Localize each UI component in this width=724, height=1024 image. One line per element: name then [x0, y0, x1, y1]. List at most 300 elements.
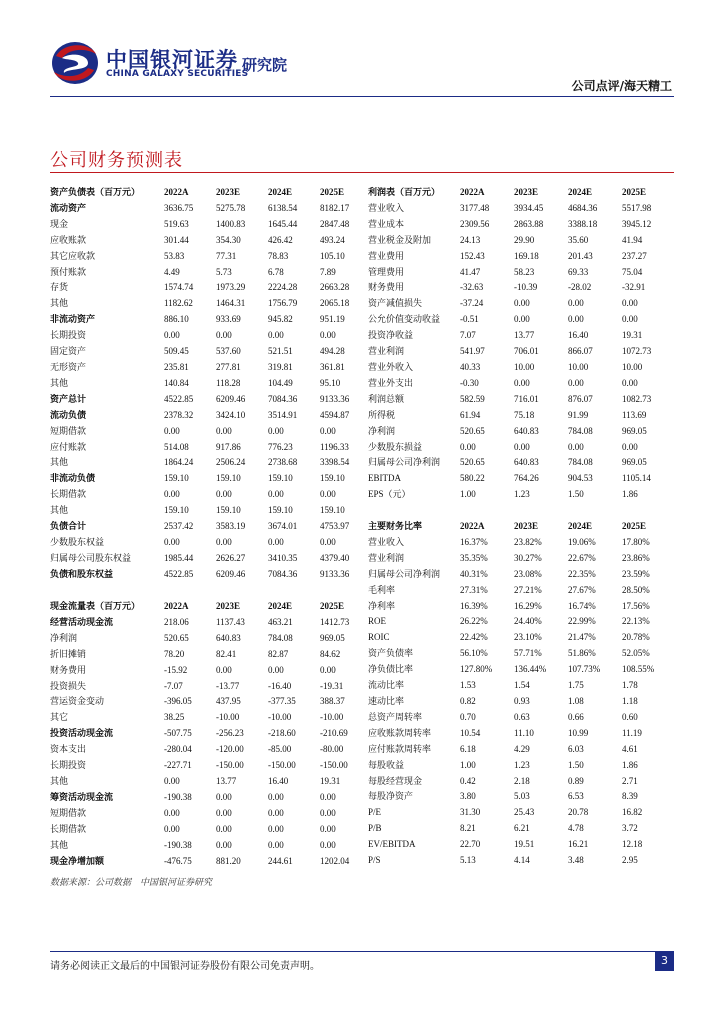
row-label: 投资活动现金流	[50, 728, 114, 739]
year-header-cell: 2024E	[568, 521, 593, 531]
value-cell: 1.86	[622, 759, 638, 770]
table-row	[50, 265, 366, 281]
value-cell: -13.77	[216, 680, 240, 691]
value-cell: 437.95	[216, 696, 241, 707]
value-cell: 2663.28	[320, 282, 350, 293]
row-label: 无形资产	[50, 361, 87, 372]
table-row	[50, 249, 366, 265]
value-cell: 1.18	[622, 695, 638, 706]
value-cell: 1985.44	[164, 552, 194, 563]
value-cell: 6.78	[268, 266, 284, 277]
value-cell: 2537.42	[164, 521, 194, 532]
value-cell: 7084.36	[268, 393, 298, 404]
row-label: ROIC	[368, 632, 390, 643]
value-cell: 75.18	[514, 409, 535, 420]
value-cell: 0.00	[320, 425, 336, 436]
table-row	[50, 440, 366, 456]
value-cell: 77.31	[216, 250, 237, 261]
value-cell: 354.30	[216, 234, 241, 245]
value-cell: 2847.48	[320, 218, 350, 229]
table-row	[50, 838, 366, 854]
value-cell: 17.80%	[622, 536, 650, 547]
value-cell: 0.00	[268, 536, 284, 547]
value-cell: 23.08%	[514, 568, 542, 579]
value-cell: 19.31	[320, 775, 341, 786]
value-cell: 8.21	[460, 823, 476, 834]
row-label: 应付账款	[50, 441, 87, 452]
value-cell: 519.63	[164, 218, 189, 229]
value-cell: 0.00	[164, 807, 180, 818]
value-cell: 0.00	[216, 330, 232, 341]
row-label: 其他	[50, 457, 69, 468]
row-label: 营运资金变动	[50, 696, 105, 707]
value-cell: 22.13%	[622, 616, 650, 627]
table-row	[368, 837, 674, 853]
brand-name-cn: 中国银河证券	[106, 48, 238, 72]
value-cell: 22.70	[460, 839, 481, 850]
value-cell: 1.00	[460, 489, 476, 500]
table-row	[50, 774, 366, 790]
value-cell: 1082.73	[622, 393, 652, 404]
value-cell: 0.00	[320, 664, 336, 675]
value-cell: -507.75	[164, 728, 192, 739]
value-cell: 218.06	[164, 616, 189, 627]
value-cell: 4522.85	[164, 393, 194, 404]
value-cell: 22.35%	[568, 568, 596, 579]
table-row	[50, 217, 366, 233]
year-header-cell: 2025E	[622, 521, 647, 531]
value-cell: 1.50	[568, 759, 584, 770]
value-cell: 159.10	[268, 473, 293, 484]
row-label: 非流动负债	[50, 473, 96, 484]
table-header-row	[50, 599, 366, 615]
value-cell: 12.18	[622, 839, 643, 850]
value-cell: 0.00	[320, 330, 336, 341]
value-cell: 57.71%	[514, 648, 542, 659]
disclaimer-text: 请务必阅读正文最后的中国银河证券股份有限公司免责声明。	[50, 961, 320, 972]
value-cell: 51.86%	[568, 648, 596, 659]
year-header-cell: 2025E	[320, 187, 345, 197]
value-cell: 11.10	[514, 727, 534, 738]
table-row	[368, 567, 674, 583]
value-cell: 0.00	[622, 441, 638, 452]
value-cell: 1.50	[568, 489, 584, 500]
row-label: 资本支出	[50, 744, 87, 755]
value-cell: 31.30	[460, 807, 481, 818]
value-cell: 0.00	[268, 823, 284, 834]
value-cell: 82.41	[216, 648, 237, 659]
row-label: 负债合计	[50, 521, 87, 532]
value-cell: 716.01	[514, 393, 539, 404]
year-header-cell: 2022A	[460, 187, 485, 197]
table-row	[50, 408, 366, 424]
value-cell: 23.86%	[622, 552, 650, 563]
value-cell: 41.47	[460, 266, 481, 277]
value-cell: 26.22%	[460, 616, 488, 627]
value-cell: 3514.91	[268, 409, 298, 420]
value-cell: 56.10%	[460, 648, 488, 659]
page-header	[0, 0, 724, 100]
row-label: 资产总计	[50, 393, 87, 404]
value-cell: 3398.54	[320, 457, 350, 468]
value-cell: 0.00	[216, 489, 232, 500]
value-cell: 6.53	[568, 791, 584, 802]
value-cell: 784.08	[568, 457, 593, 468]
row-label: 归属母公司净利润	[368, 457, 441, 468]
row-label: EV/EBITDA	[368, 839, 416, 850]
row-label: 所得税	[368, 409, 396, 420]
value-cell: 277.81	[216, 361, 241, 372]
table-header-row	[50, 185, 366, 201]
value-cell: 640.83	[514, 425, 539, 436]
value-cell: 105.10	[320, 250, 345, 261]
table-row	[368, 662, 674, 678]
year-header-cell: 2023E	[514, 187, 539, 197]
row-label: 每股净资产	[368, 791, 414, 802]
value-cell: -32.63	[460, 282, 484, 293]
row-label: 营业费用	[368, 250, 405, 261]
value-cell: 10.99	[568, 727, 589, 738]
row-label: 营业利润	[368, 346, 405, 357]
value-cell: -10.00	[268, 712, 292, 723]
table-row	[50, 233, 366, 249]
table-row	[50, 663, 366, 679]
table-row	[368, 265, 674, 281]
row-label: 其他	[50, 377, 69, 388]
value-cell: 82.87	[268, 648, 289, 659]
value-cell: 2738.68	[268, 457, 298, 468]
value-cell: 13.77	[216, 775, 237, 786]
table-header-row	[368, 185, 674, 201]
value-cell: 22.67%	[568, 552, 596, 563]
value-cell: 159.10	[216, 505, 241, 516]
value-cell: 541.97	[460, 346, 485, 357]
year-header-cell: 2022A	[164, 601, 189, 611]
year-header-cell: 2024E	[268, 601, 293, 611]
table-row	[368, 296, 674, 312]
value-cell: 1072.73	[622, 346, 652, 357]
value-cell: 152.43	[460, 250, 485, 261]
table-row	[368, 233, 674, 249]
value-cell: 4.14	[514, 855, 530, 866]
value-cell: 136.44%	[514, 664, 547, 675]
row-label: 财务费用	[368, 282, 405, 293]
value-cell: 159.10	[216, 473, 241, 484]
value-cell: 0.60	[622, 711, 638, 722]
row-label: 归属母公司股东权益	[50, 552, 132, 563]
value-cell: -7.07	[164, 680, 183, 691]
row-label: 固定资产	[50, 346, 87, 357]
value-cell: 0.00	[568, 441, 584, 452]
value-cell: 95.10	[320, 377, 341, 388]
value-cell: 22.42%	[460, 632, 488, 643]
row-label: ROE	[368, 616, 386, 627]
value-cell: 9133.36	[320, 568, 350, 579]
value-cell: 582.59	[460, 393, 485, 404]
value-cell: 520.65	[460, 457, 485, 468]
value-cell: 951.19	[320, 314, 345, 325]
value-cell: 1864.24	[164, 457, 194, 468]
table-row	[50, 296, 366, 312]
value-cell: 19.31	[622, 330, 643, 341]
value-cell: 237.27	[622, 250, 647, 261]
value-cell: 35.35%	[460, 552, 488, 563]
value-cell: -120.00	[216, 744, 244, 755]
value-cell: 29.90	[514, 234, 535, 245]
table-row	[50, 280, 366, 296]
row-label: 营业税金及附加	[368, 234, 432, 245]
value-cell: -28.02	[568, 282, 592, 293]
value-cell: 159.10	[164, 473, 189, 484]
value-cell: 866.07	[568, 346, 593, 357]
table-row	[50, 535, 366, 551]
value-cell: 25.43	[514, 807, 535, 818]
value-cell: 640.83	[514, 457, 539, 468]
table-row	[368, 646, 674, 662]
value-cell: 21.47%	[568, 632, 596, 643]
table-row	[368, 344, 674, 360]
table-row	[50, 710, 366, 726]
table-row	[368, 201, 674, 217]
value-cell: 876.07	[568, 393, 593, 404]
value-cell: -476.75	[164, 855, 192, 866]
value-cell: 1756.79	[268, 298, 298, 309]
value-cell: 388.37	[320, 696, 345, 707]
row-label: 应收账款	[50, 234, 87, 245]
row-label: 营业外收入	[368, 361, 414, 372]
row-label: 少数股东损益	[368, 441, 423, 452]
value-cell: 1.08	[568, 695, 584, 706]
table-row	[368, 455, 674, 471]
row-label: 流动比率	[368, 680, 405, 691]
header-divider	[50, 96, 674, 97]
value-cell: 28.50%	[622, 584, 650, 595]
row-label: 速动比率	[368, 695, 405, 706]
value-cell: 0.63	[514, 711, 530, 722]
value-cell: 0.00	[164, 823, 180, 834]
value-cell: -218.60	[268, 728, 296, 739]
value-cell: 7.89	[320, 266, 336, 277]
cash-flow-table	[50, 599, 366, 869]
table-row	[368, 805, 674, 821]
table-row	[50, 376, 366, 392]
value-cell: 0.00	[164, 330, 180, 341]
value-cell: 0.00	[268, 839, 284, 850]
value-cell: 0.93	[514, 695, 530, 706]
row-label: 短期借款	[50, 425, 87, 436]
value-cell: 16.37%	[460, 536, 488, 547]
row-label: 投资损失	[50, 680, 87, 691]
row-label: 营业收入	[368, 536, 405, 547]
table-row	[368, 583, 674, 599]
value-cell: 159.10	[320, 505, 345, 516]
row-label: 应收账款周转率	[368, 727, 432, 738]
value-cell: 1.23	[514, 489, 530, 500]
table-row	[368, 789, 674, 805]
value-cell: 784.08	[568, 425, 593, 436]
value-cell: 2.95	[622, 855, 638, 866]
value-cell: 0.00	[568, 314, 584, 325]
value-cell: 16.74%	[568, 600, 596, 611]
row-label: 归属母公司净利润	[368, 568, 441, 579]
value-cell: 7084.36	[268, 568, 298, 579]
row-label: 非流动资产	[50, 314, 96, 325]
value-cell: 24.40%	[514, 616, 542, 627]
table-row	[368, 424, 674, 440]
table-row	[50, 487, 366, 503]
row-label: 每股收益	[368, 759, 405, 770]
value-cell: 16.21	[568, 839, 589, 850]
value-cell: 5.73	[216, 266, 232, 277]
table-header-row	[368, 519, 674, 535]
table-title-cell: 现金流量表（百万元）	[50, 601, 141, 611]
value-cell: 27.21%	[514, 584, 542, 595]
table-row	[368, 487, 674, 503]
table-row	[368, 249, 674, 265]
row-label: 营业收入	[368, 202, 405, 213]
value-cell: 1973.29	[216, 282, 246, 293]
value-cell: 917.86	[216, 441, 241, 452]
value-cell: 5.03	[514, 791, 530, 802]
value-cell: 107.73%	[568, 664, 601, 675]
row-label: 其他	[50, 839, 69, 850]
row-label: 现金净增加额	[50, 855, 105, 866]
value-cell: 969.05	[622, 425, 647, 436]
value-cell: 0.00	[514, 298, 530, 309]
value-cell: 301.44	[164, 234, 189, 245]
table-row	[50, 471, 366, 487]
row-label: 少数股东权益	[50, 536, 105, 547]
value-cell: 16.39%	[460, 600, 488, 611]
table-title-cell: 主要财务比率	[368, 521, 423, 531]
value-cell: 1400.83	[216, 218, 246, 229]
value-cell: 1196.33	[320, 441, 349, 452]
table-row	[368, 440, 674, 456]
value-cell: 0.00	[216, 807, 232, 818]
report-type: 公司点评/海天精工	[571, 79, 672, 93]
value-cell: 4522.85	[164, 568, 194, 579]
table-row	[368, 328, 674, 344]
value-cell: 84.62	[320, 648, 341, 659]
table-title-cell: 资产负债表（百万元）	[50, 187, 141, 197]
value-cell: 0.00	[568, 377, 584, 388]
value-cell: -210.69	[320, 728, 348, 739]
value-cell: 113.69	[622, 409, 647, 420]
row-label: 应付账款周转率	[368, 743, 432, 754]
year-header-cell: 2022A	[164, 187, 189, 197]
value-cell: 580.22	[460, 473, 485, 484]
value-cell: -37.24	[460, 298, 484, 309]
row-label: 其它应收款	[50, 250, 96, 261]
value-cell: 0.00	[320, 823, 336, 834]
value-cell: -0.30	[460, 377, 479, 388]
row-label: 短期借款	[50, 807, 87, 818]
table-row	[368, 630, 674, 646]
value-cell: 78.20	[164, 648, 185, 659]
year-header-cell: 2024E	[568, 187, 593, 197]
year-header-cell: 2025E	[320, 601, 345, 611]
value-cell: 0.00	[268, 330, 284, 341]
value-cell: 2863.88	[514, 218, 544, 229]
value-cell: 3583.19	[216, 521, 246, 532]
value-cell: 40.31%	[460, 568, 488, 579]
table-row	[50, 344, 366, 360]
row-label: 财务费用	[50, 664, 87, 675]
value-cell: -190.38	[164, 791, 192, 802]
value-cell: 20.78	[568, 807, 589, 818]
value-cell: 19.51	[514, 839, 535, 850]
value-cell: 1574.74	[164, 282, 194, 293]
row-label: 营业外支出	[368, 377, 414, 388]
value-cell: 2626.27	[216, 552, 246, 563]
table-row	[368, 376, 674, 392]
value-cell: -10.39	[514, 282, 538, 293]
value-cell: 0.00	[216, 839, 232, 850]
value-cell: 764.26	[514, 473, 539, 484]
value-cell: 159.10	[268, 505, 293, 516]
table-row	[50, 201, 366, 217]
value-cell: 10.00	[622, 361, 643, 372]
value-cell: 16.82	[622, 807, 643, 818]
value-cell: 11.19	[622, 727, 642, 738]
row-label: EBITDA	[368, 473, 401, 484]
value-cell: 53.83	[164, 250, 185, 261]
table-row	[368, 360, 674, 376]
row-label: 总资产周转率	[368, 711, 423, 722]
table-row	[368, 614, 674, 630]
row-label: P/E	[368, 807, 382, 818]
value-cell: 904.53	[568, 473, 593, 484]
value-cell: 58.23	[514, 266, 535, 277]
value-cell: 0.00	[216, 791, 232, 802]
value-cell: 0.00	[460, 441, 476, 452]
value-cell: 0.66	[568, 711, 584, 722]
value-cell: 0.00	[268, 664, 284, 675]
value-cell: 0.00	[216, 536, 232, 547]
value-cell: 0.00	[164, 425, 180, 436]
table-row	[50, 519, 366, 535]
value-cell: -280.04	[164, 744, 192, 755]
value-cell: 69.33	[568, 266, 589, 277]
row-label: 投资净收益	[368, 330, 414, 341]
value-cell: 5517.98	[622, 202, 652, 213]
value-cell: 201.43	[568, 250, 593, 261]
value-cell: -150.00	[268, 760, 296, 771]
value-cell: 3945.12	[622, 218, 652, 229]
row-label: 筹资活动现金流	[50, 791, 114, 802]
value-cell: -80.00	[320, 744, 344, 755]
value-cell: -256.23	[216, 728, 244, 739]
value-cell: 140.84	[164, 377, 189, 388]
value-cell: 881.20	[216, 855, 241, 866]
value-cell: 0.00	[268, 489, 284, 500]
value-cell: 40.33	[460, 361, 481, 372]
value-cell: 2224.28	[268, 282, 298, 293]
value-cell: 38.25	[164, 712, 185, 723]
row-label: 资产负债率	[368, 648, 414, 659]
value-cell: 27.67%	[568, 584, 596, 595]
value-cell: -32.91	[622, 282, 646, 293]
table-row	[50, 424, 366, 440]
table-row	[50, 758, 366, 774]
value-cell: 0.00	[164, 775, 180, 786]
value-cell: 3388.18	[568, 218, 598, 229]
value-cell: 0.00	[320, 489, 336, 500]
table-row	[368, 694, 674, 710]
row-label: P/B	[368, 823, 382, 834]
value-cell: 41.94	[622, 234, 643, 245]
table-row	[368, 599, 674, 615]
